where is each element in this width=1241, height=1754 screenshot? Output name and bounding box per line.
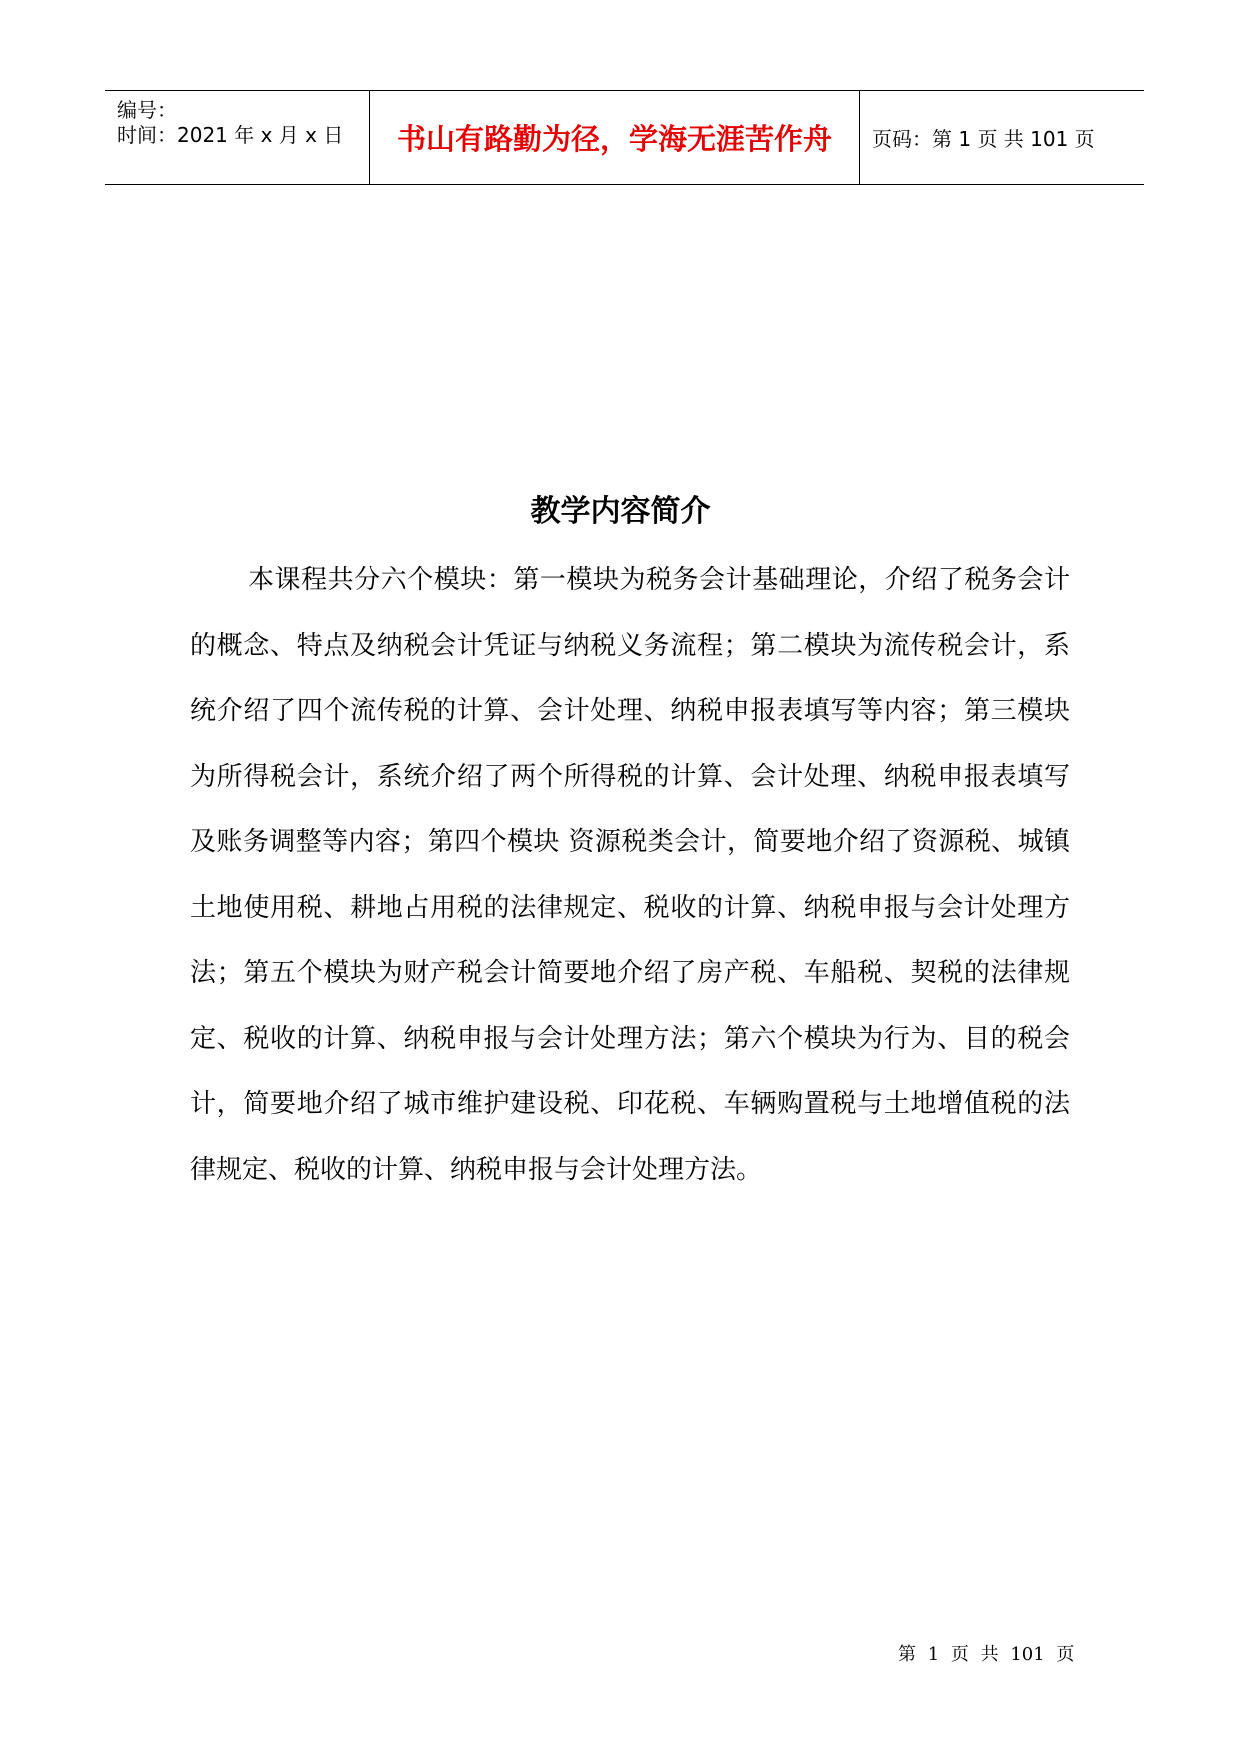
intro-paragraph: 本课程共分六个模块：第一模块为税务会计基础理论，介绍了税务会计的概念、特点及纳税会计凭证与纳税义务流程；第二模块为流传税会计，系统介绍了四个流传税的计算、会计处理、纳税申报表填写等内容；第三模块为所得税会计，系统介绍了两个所得税的计算、会计处理、纳税申报表填写及账务调整等内容；第四个模块 资源税类会计，简要地介绍了资源税、城镇土地使用税、耕地占用税的法律规定、税收的计算、纳税申报与会计处理方法；第五个模块为财产税会计简要地介绍了房产税、车船税、契税的法律规定、税收的计算、纳税申报与会计处理方法；第六个模块为行为、目的税会计，简要地介绍了城市维护建设税、印花税、车辆购置税与土地增值税的法律规定、税收的计算、纳税申报与会计处理方法。 [190,565,1070,1185]
document-title: 教学内容简介 [530,494,711,529]
footer-page-info: 第 1 页 共 101 页 [898,1644,1075,1665]
motto: 书山有路勤为径，学海无涯苦作舟 [370,91,860,184]
page-code: 页码：第 1 页 共 101 页 [872,127,1095,151]
header-left-cell [105,91,370,184]
time-label: 时间：2021 年 x 月 x 日 [117,123,344,147]
number-label: 编号： [117,98,177,122]
header-table [105,90,1144,185]
